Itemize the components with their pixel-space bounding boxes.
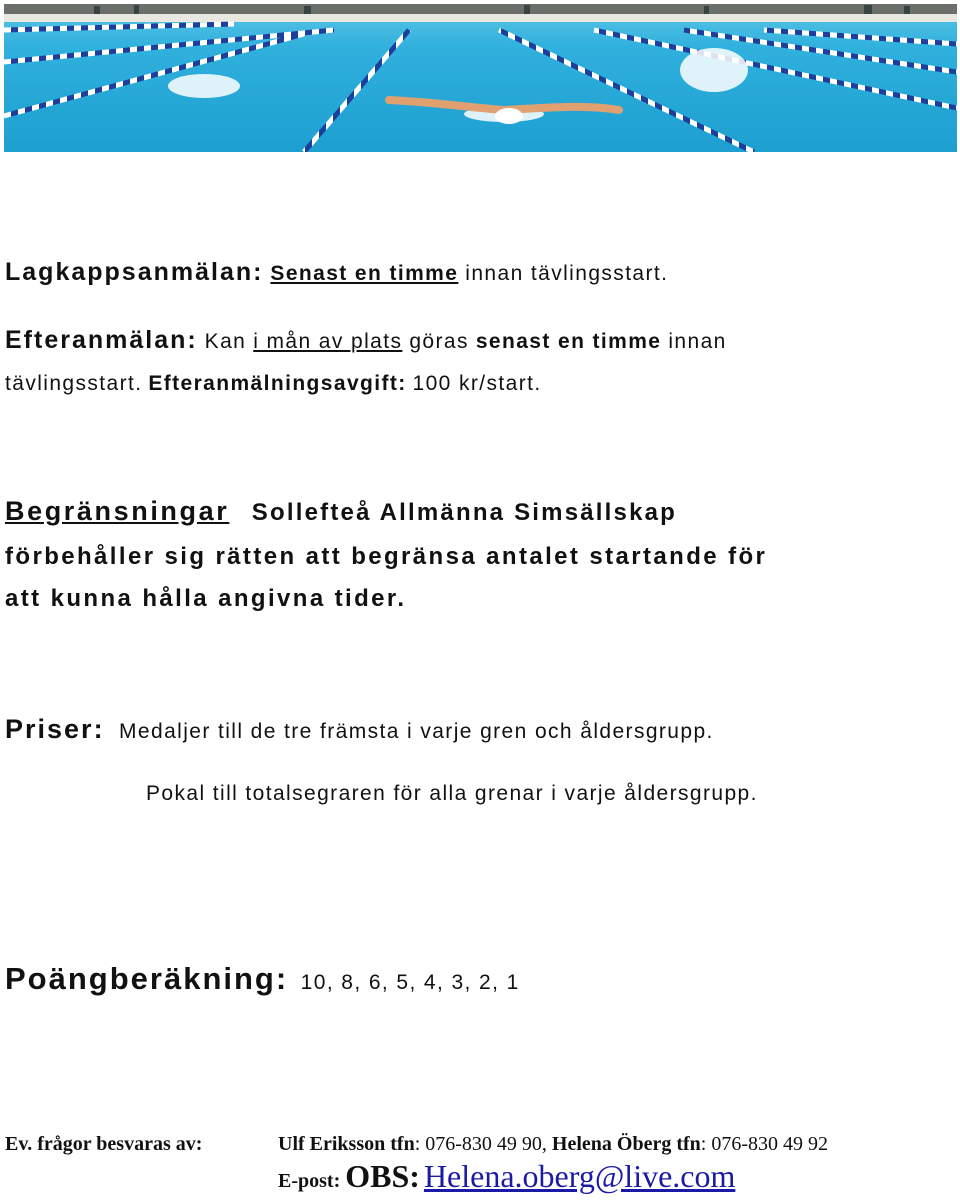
contact-name-1: Ulf Eriksson tfn [278,1133,415,1155]
contact-line1 [5,1133,828,1156]
relay-colon: : [253,258,264,286]
prizes-colon: : [93,714,105,744]
scoring-colon: : [275,961,289,996]
late-fee-label: Efteranmälningsavgift: [148,372,407,395]
scoring-values: 10, 8, 6, 5, 4, 3, 2, 1 [300,971,520,994]
restrictions-line1-text: Sollefteå Allmänna Simsällskap [251,499,678,526]
late-text-5: innan [668,330,727,353]
swimmer-illustration [4,4,957,152]
late-heading: Efteranmälan [5,326,188,354]
contact-phone-2: : 076-830 49 92 [700,1133,829,1155]
late-registration-line2 [5,372,542,396]
relay-heading: Lagkappsanmälan [5,258,254,286]
prizes-line1 [5,714,714,745]
obs-label: OBS: [345,1158,420,1194]
restrictions-line2: förbehåller sig rätten att begränsa antalet startande för [5,543,768,570]
contact-phone-1: : 076-830 49 90, [414,1133,547,1155]
relay-rest: innan tävlingsstart. [465,262,669,285]
restrictions-heading: Begränsningar [5,496,230,526]
late-fee-value: 100 kr/start. [412,372,542,395]
late-text-4: senast en timme [475,330,662,353]
relay-deadline: Senast en timme [270,262,459,285]
relay-registration-line [5,258,668,287]
email-link[interactable]: Helena.oberg@live.com [423,1158,736,1194]
late-text-2: i mån av plats [253,330,403,353]
scoring-line [5,961,520,997]
contact-line2 [278,1158,735,1195]
prizes-line2: Pokal till totalsegraren för alla grenar i varje åldersgrupp. [146,782,758,805]
restrictions-line3: att kunna hålla angivna tider. [5,585,407,612]
restrictions-line1 [5,496,677,527]
late-colon: : [187,326,198,354]
contact-label: Ev. frågor besvaras av: [5,1133,203,1155]
late-text-1: Kan [204,330,247,353]
contact-name-2: Helena Öberg tfn [551,1133,701,1155]
scoring-heading: Poängberäkning [5,961,276,996]
pool-banner-image [4,4,957,152]
late-registration-line1 [5,326,727,355]
prizes-line1-text: Medaljer till de tre främsta i varje gren och åldersgrupp. [119,720,714,743]
late-text-3: göras [409,330,469,353]
late-line2-text: tävlingsstart. [5,372,143,395]
email-separator: : [333,1170,346,1192]
prizes-heading: Priser [5,714,94,744]
email-label: E-post [278,1170,334,1192]
